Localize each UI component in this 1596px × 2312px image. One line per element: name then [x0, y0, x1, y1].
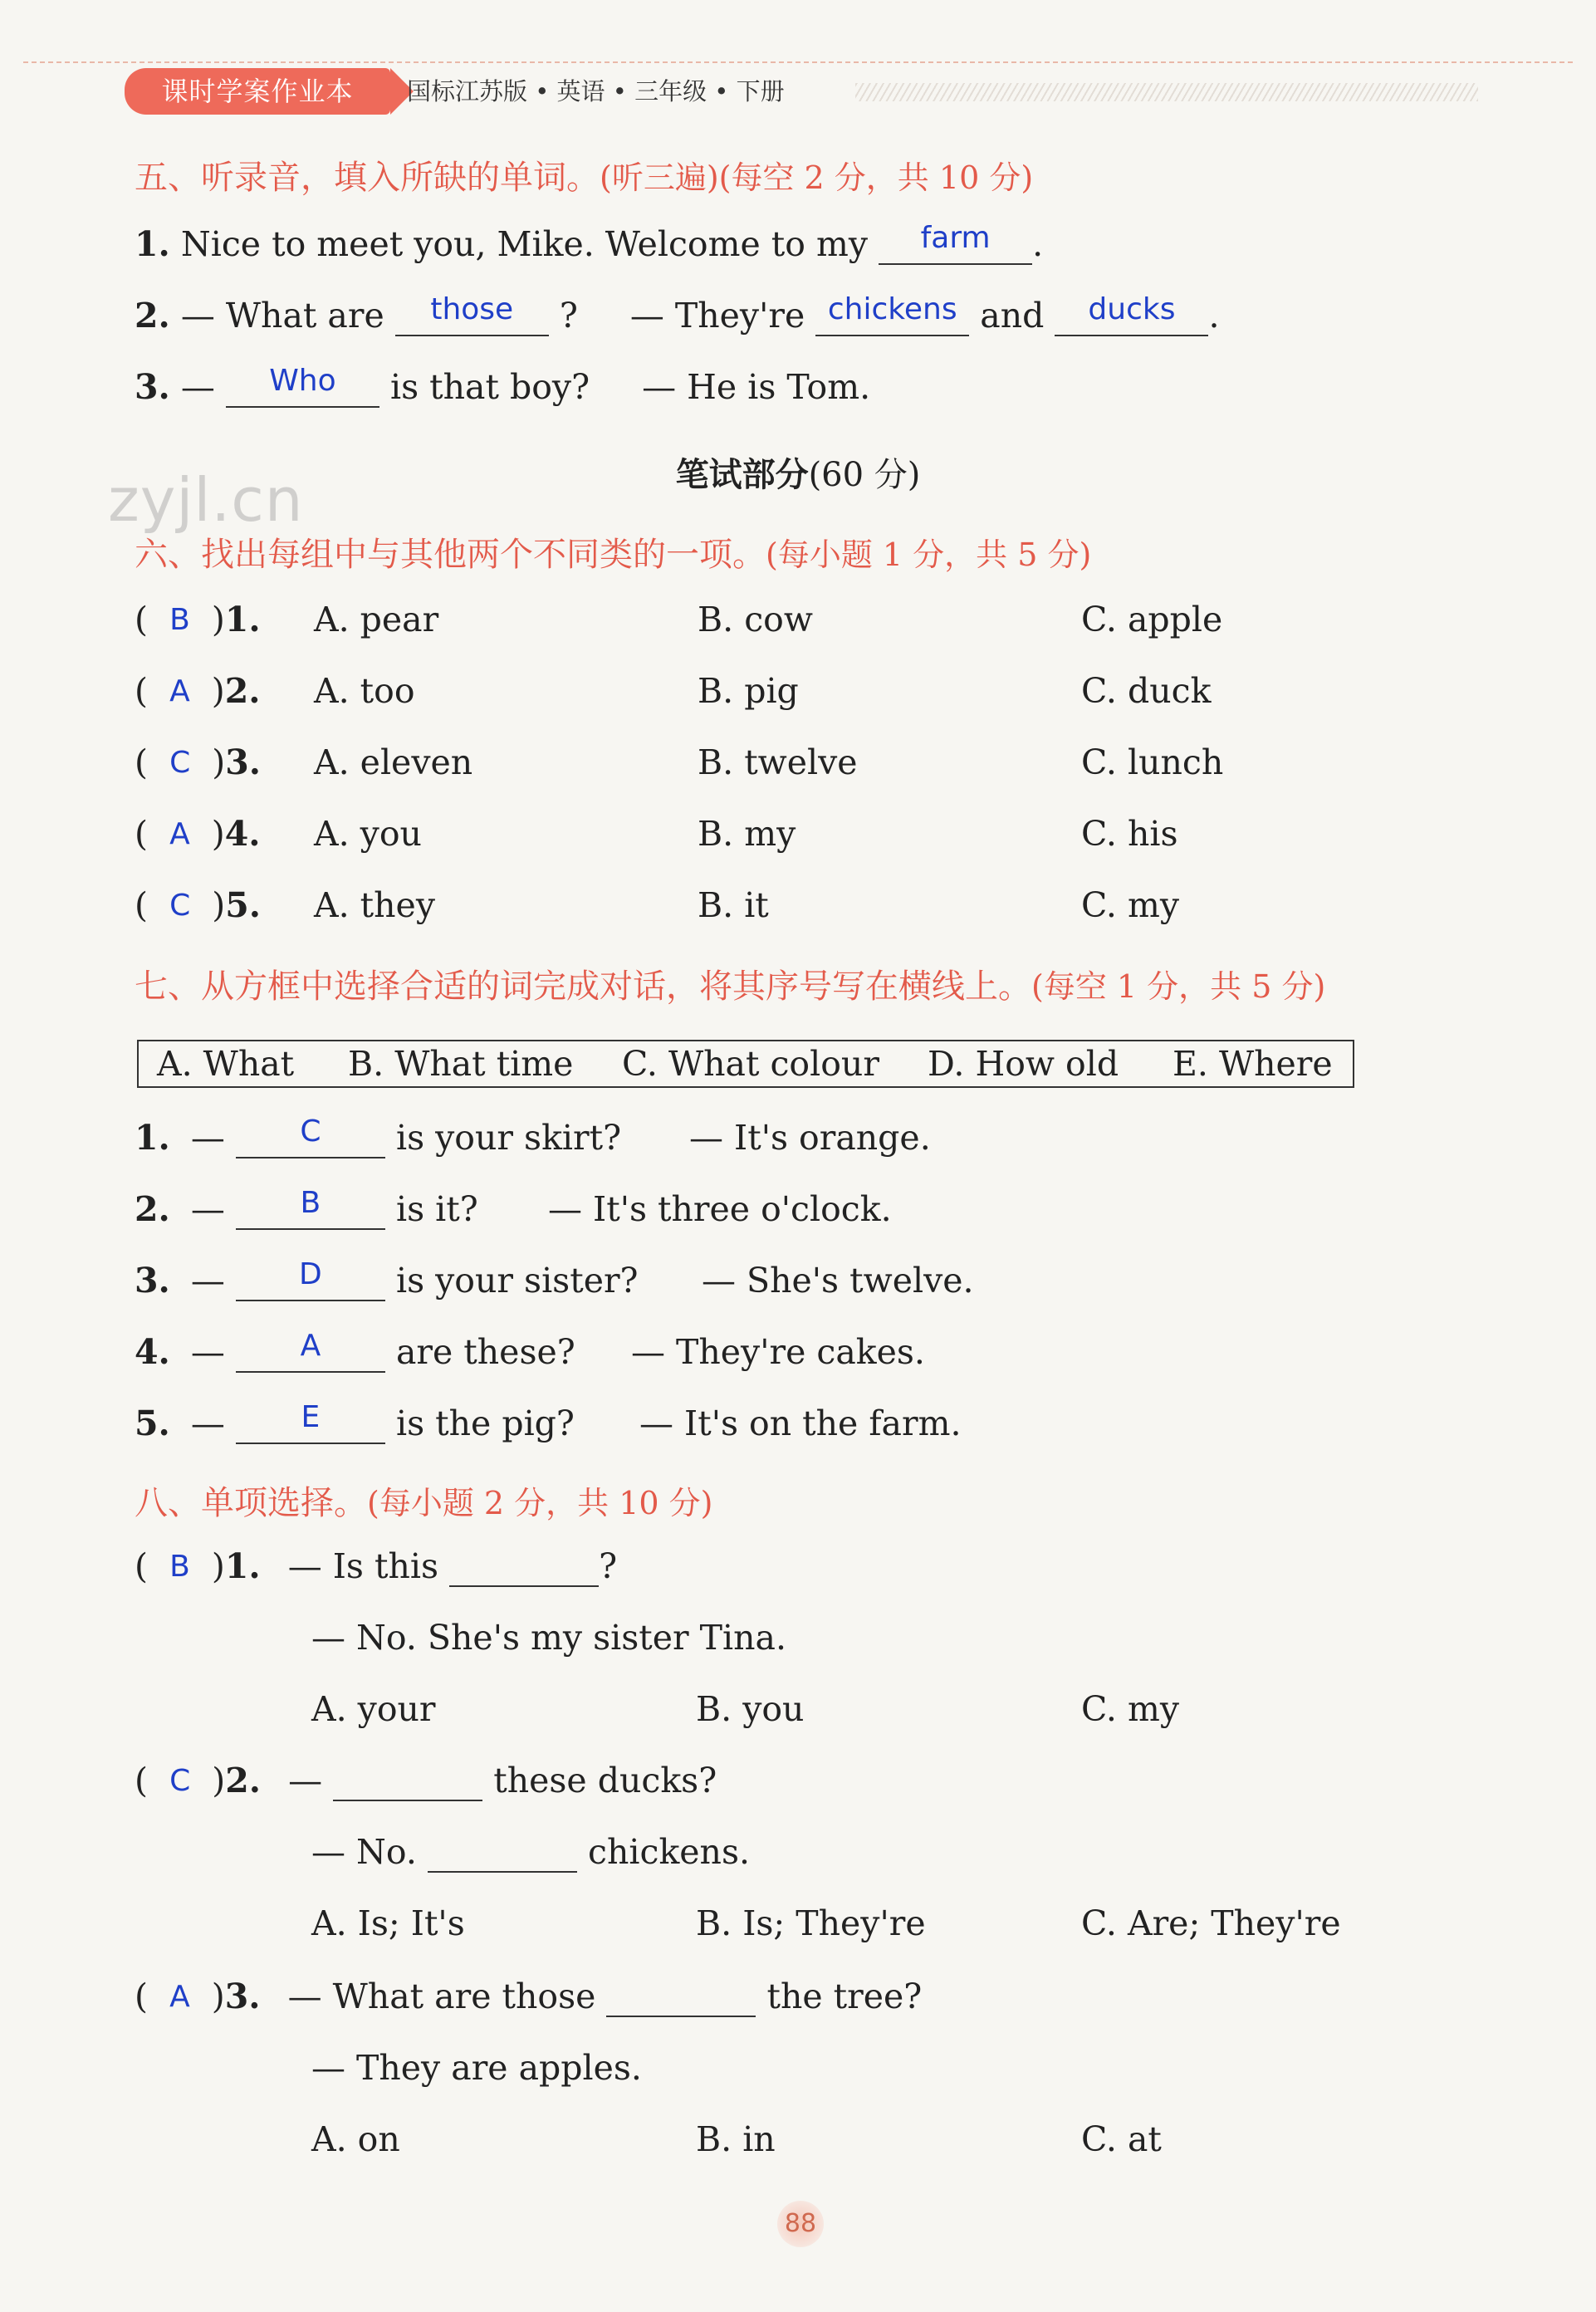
s6-item-stem — [135, 814, 261, 854]
s7-item-reply: — They're cakes. — [631, 1332, 925, 1372]
fill-blank[interactable] — [428, 1834, 577, 1873]
dash: — — [288, 1761, 323, 1800]
dash: — — [180, 367, 215, 407]
s8-q1-option-b: B. you — [696, 1689, 805, 1729]
s6-option-a: A. they — [314, 885, 435, 925]
s7-item-reply: — It's three o'clock. — [548, 1189, 892, 1229]
s8-q3-option-c: C. at — [1081, 2119, 1162, 2159]
s6-item-stem — [135, 600, 261, 639]
punctuation: . — [1032, 224, 1044, 264]
question-text: are these? — [395, 1332, 575, 1372]
section7-title: 七、从方框中选择合适的词完成对话，将其序号写在横线上。 — [135, 967, 1031, 1006]
dash: — — [190, 1332, 225, 1372]
question-number: 3. — [135, 367, 170, 407]
s8-q3-reply: — They are apples. — [311, 2048, 642, 2088]
dash: — — [180, 296, 215, 336]
question-text: is that boy? — [389, 367, 590, 407]
answer-blank[interactable] — [879, 221, 1032, 265]
section7-note: (每空 1 分，共 5 分) — [1031, 968, 1326, 1005]
dash: — — [190, 1189, 225, 1229]
s6-option-b: B. twelve — [698, 742, 858, 782]
s8-q2-reply — [311, 1832, 750, 1873]
dash: — — [190, 1261, 225, 1300]
s7-item-question — [135, 1257, 639, 1301]
book-info: 国标江苏版 • 英语 • 三年级 • 下册 — [407, 77, 785, 105]
reply-text: He is Tom. — [687, 367, 871, 407]
reply-text: chickens. — [588, 1832, 751, 1872]
s8-question-3 — [135, 1976, 922, 2017]
section7-heading — [135, 960, 1325, 1007]
s5-question-2 — [135, 292, 1220, 336]
question-number: 3. — [224, 1976, 261, 2016]
answer-blank[interactable] — [236, 1329, 385, 1373]
header-badge: 课时学案作业本 — [125, 68, 390, 115]
fill-blank[interactable] — [333, 1762, 482, 1801]
s8-question-2 — [135, 1761, 717, 1801]
answer-text: those — [430, 292, 514, 326]
punctuation: . — [1208, 296, 1220, 336]
answer-text: B — [169, 603, 190, 637]
answer-text: Who — [269, 364, 336, 398]
s8-q1-reply: — No. She's my sister Tina. — [311, 1618, 787, 1658]
watermark: zyjl.cn — [108, 465, 304, 535]
question-number: 1. — [135, 224, 170, 264]
answer-text: A — [169, 1980, 190, 2014]
s7-item-question — [135, 1114, 622, 1158]
s8-q2-option-a: A. Is; It's — [311, 1903, 465, 1943]
section8-title: 八、单项选择。 — [135, 1484, 367, 1522]
fill-blank[interactable] — [606, 1978, 756, 2017]
section8-heading — [135, 1477, 713, 1524]
s7-item-question — [135, 1329, 575, 1373]
s6-option-a: A. you — [314, 814, 422, 854]
section5-note: (听三遍)(每空 2 分，共 10 分) — [600, 159, 1034, 196]
answer-text: A — [300, 1329, 321, 1363]
answer-blank[interactable] — [236, 1186, 385, 1230]
section8-note: (每小题 2 分，共 10 分) — [367, 1485, 713, 1521]
word-choice-box — [137, 1040, 1354, 1088]
answer-blank[interactable] — [226, 364, 379, 408]
section6-note: (每小题 1 分，共 5 分) — [766, 536, 1092, 573]
s7-item-reply: — It's on the farm. — [639, 1403, 962, 1443]
question-number: 3. — [225, 742, 262, 782]
question-text: — Is this — [287, 1546, 439, 1586]
question-number: 5. — [225, 885, 262, 925]
page-number: 88 — [777, 2201, 824, 2247]
s6-option-c: C. apple — [1081, 600, 1223, 639]
answer-paren[interactable]: ( B ) — [135, 1546, 225, 1586]
s6-option-c: C. lunch — [1081, 742, 1224, 782]
word-option-c: C. What colour — [622, 1044, 879, 1084]
s8-question-1 — [135, 1546, 617, 1587]
word-option-b: B. What time — [348, 1044, 574, 1084]
section5-title: 五、听录音，填入所缺的单词。 — [135, 159, 600, 197]
section6-heading — [135, 528, 1091, 576]
written-note: (60 分) — [808, 456, 921, 494]
question-text: is your skirt? — [395, 1118, 622, 1158]
word-option-d: D. How old — [928, 1044, 1119, 1084]
question-text: What are — [225, 296, 384, 336]
s6-item-stem — [135, 671, 261, 711]
s8-q2-option-c: C. Are; They're — [1081, 1903, 1341, 1943]
question-number: 3. — [135, 1261, 170, 1300]
answer-text: B — [300, 1186, 321, 1220]
s8-q1-option-a: A. your — [311, 1689, 436, 1729]
s8-q2-option-b: B. Is; They're — [696, 1903, 926, 1943]
question-number: 5. — [135, 1403, 170, 1443]
answer-blank[interactable] — [815, 292, 969, 336]
s6-option-c: C. his — [1081, 814, 1178, 854]
answer-blank[interactable] — [395, 292, 549, 336]
question-number: 1. — [135, 1118, 170, 1158]
s7-item-reply: — It's orange. — [689, 1118, 931, 1158]
s7-item-reply: — She's twelve. — [702, 1261, 974, 1300]
s6-option-a: A. too — [314, 671, 415, 711]
answer-blank[interactable] — [1055, 292, 1208, 336]
s6-option-a: A. pear — [314, 600, 439, 639]
s8-q3-option-b: B. in — [696, 2119, 776, 2159]
answer-text: C — [169, 746, 191, 780]
question-number: 2. — [135, 296, 170, 336]
question-number: 4. — [135, 1332, 170, 1372]
answer-text: A — [169, 674, 190, 708]
word-option-e: E. Where — [1173, 1044, 1333, 1084]
s6-item-stem — [135, 742, 261, 782]
question-text: the tree? — [766, 1976, 923, 2016]
answer-paren[interactable]: ( B ) — [135, 600, 225, 639]
question-number: 4. — [224, 814, 261, 854]
answer-text: farm — [920, 221, 991, 255]
s6-option-c: C. duck — [1081, 671, 1212, 711]
s8-q1-option-c: C. my — [1081, 1689, 1180, 1729]
answer-blank[interactable] — [236, 1114, 385, 1158]
question-number: 2. — [135, 1189, 170, 1229]
s7-item-question — [135, 1186, 478, 1230]
answer-text: C — [300, 1114, 321, 1149]
answer-text: D — [299, 1257, 322, 1291]
answer-paren[interactable]: ( C ) — [135, 885, 226, 925]
answer-paren[interactable]: ( A ) — [135, 1976, 225, 2016]
answer-paren[interactable]: ( C ) — [135, 742, 226, 782]
answer-text: E — [301, 1400, 321, 1434]
answer-paren[interactable]: ( A ) — [135, 814, 225, 854]
answer-blank[interactable] — [236, 1400, 385, 1444]
question-text: these ducks? — [493, 1761, 717, 1800]
conjunction: and — [980, 296, 1045, 336]
header-hatch-decoration — [855, 83, 1478, 101]
question-number: 2. — [225, 1761, 262, 1800]
answer-text: ducks — [1088, 292, 1176, 326]
question-text: — What are those — [287, 1976, 596, 2016]
dash: — — [629, 296, 664, 336]
section6-title: 六、找出每组中与其他两个不同类的一项。 — [135, 536, 766, 574]
s6-option-b: B. my — [698, 814, 796, 854]
question-text: is it? — [395, 1189, 478, 1229]
question-text: is your sister? — [395, 1261, 639, 1300]
dash: — — [190, 1118, 225, 1158]
s6-option-b: B. it — [698, 885, 769, 925]
answer-blank[interactable] — [236, 1257, 385, 1301]
question-text: Nice to meet you, Mike. Welcome to my — [180, 224, 869, 264]
s6-option-b: B. pig — [698, 671, 799, 711]
s7-item-question — [135, 1400, 575, 1444]
answer-text: C — [169, 889, 191, 923]
answer-text: B — [169, 1550, 190, 1584]
question-number: 1. — [224, 1546, 261, 1586]
dash: — — [642, 367, 677, 407]
s6-option-c: C. my — [1081, 885, 1180, 925]
answer-paren[interactable]: ( C ) — [135, 1761, 226, 1800]
answer-text: C — [169, 1764, 191, 1798]
answer-text: chickens — [827, 292, 957, 326]
s5-question-1 — [135, 221, 1044, 265]
question-number: 2. — [224, 671, 261, 711]
punctuation: ? — [559, 296, 578, 336]
punctuation: ? — [599, 1546, 618, 1586]
answer-paren[interactable]: ( A ) — [135, 671, 225, 711]
header-dashed-rule — [23, 61, 1573, 63]
word-option-a: A. What — [157, 1044, 295, 1084]
question-number: 1. — [224, 600, 261, 639]
question-text: is the pig? — [395, 1403, 575, 1443]
s8-q3-option-a: A. on — [311, 2119, 400, 2159]
section5-heading — [135, 151, 1033, 198]
s5-question-3 — [135, 364, 871, 408]
reply-text: They're — [674, 296, 805, 336]
answer-text: A — [169, 817, 190, 851]
written-part-title — [0, 448, 1596, 496]
dash: — — [190, 1403, 225, 1443]
s6-option-a: A. eleven — [314, 742, 473, 782]
s6-item-stem — [135, 885, 261, 925]
written-title: 笔试部分 — [675, 456, 809, 494]
reply-text: — No. — [311, 1832, 417, 1872]
fill-blank[interactable] — [449, 1548, 599, 1587]
s6-option-b: B. cow — [698, 600, 813, 639]
